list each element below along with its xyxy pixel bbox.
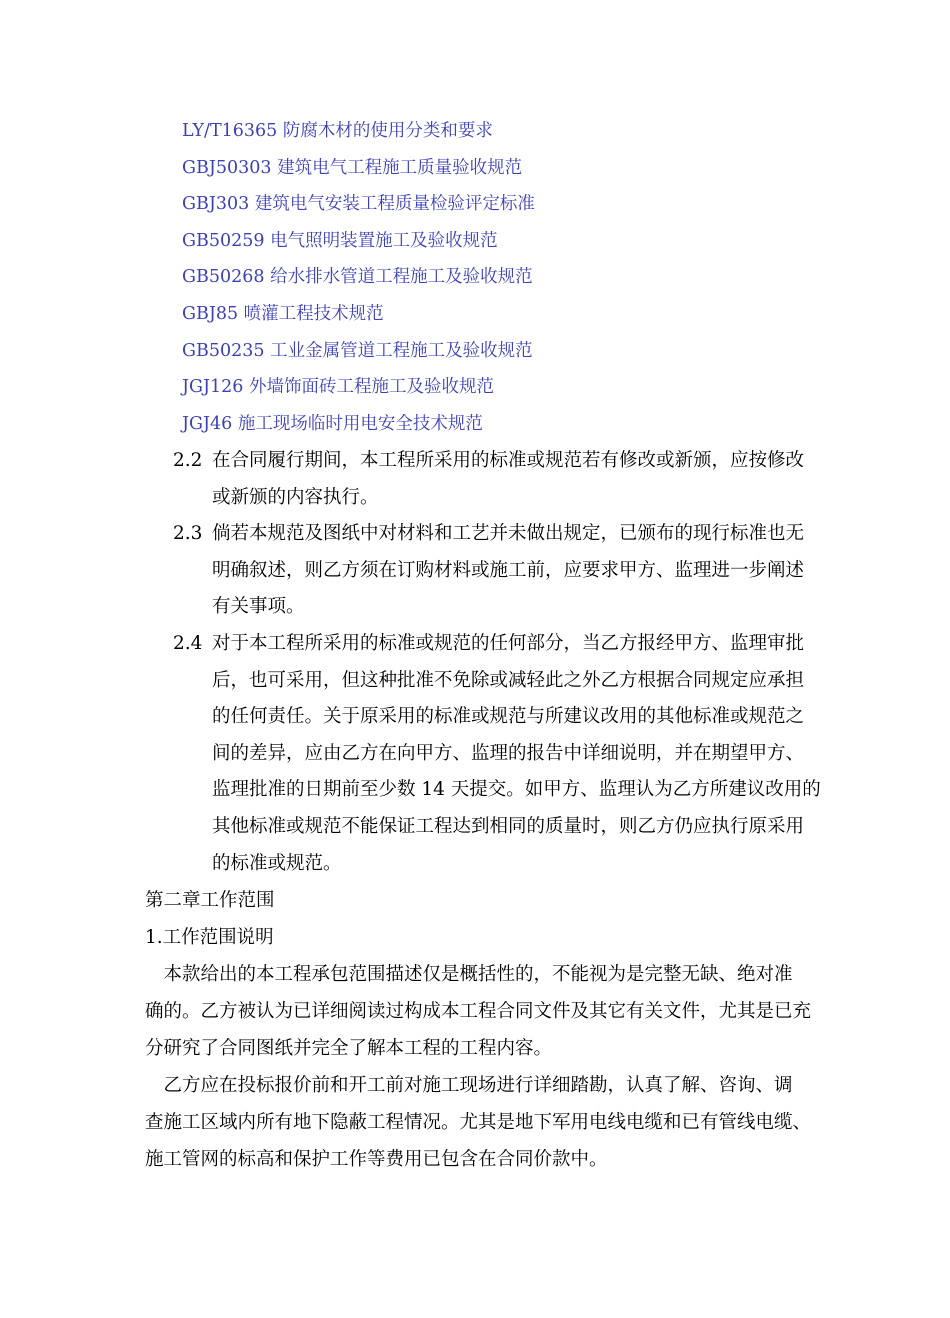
- standard-item: GBJ85 喷灌工程技术规范: [182, 303, 384, 324]
- clause-line: 的标准或规范。: [212, 852, 342, 874]
- standard-item: GBJ50303 建筑电气工程施工质量验收规范: [182, 157, 523, 178]
- clause-body: [212, 443, 822, 516]
- clause-body: [212, 626, 822, 882]
- clause-line: 的任何责任。关于原采用的标准或规范与所建议改用的其他标准或规范之: [212, 706, 805, 728]
- section-title: 1.工作范围说明: [145, 927, 274, 948]
- clause-line: 其他标准或规范不能保证工程达到相同的质量时，则乙方仍应执行原采用: [212, 815, 805, 837]
- standards-list: [182, 113, 535, 442]
- standard-item: GB50268 给水排水管道工程施工及验收规范: [182, 267, 533, 288]
- clause-line: 明确叙述，则乙方须在订购材料或施工前，应要求甲方、监理进一步阐述: [212, 559, 805, 581]
- clause-number: 2.2: [173, 450, 203, 471]
- paragraph-site-survey: [145, 1067, 825, 1178]
- clause-line: 间的差异，应由乙方在向甲方、监理的报告中详细说明，并在期望甲方、: [212, 742, 805, 764]
- standard-item: JGJ126 外墙饰面砖工程施工及验收规范: [182, 377, 494, 398]
- clause-line: 对于本工程所采用的标准或规范的任何部分，当乙方报经甲方、监理审批: [212, 633, 805, 654]
- standard-item: GB50259 电气照明装置施工及验收规范: [182, 230, 498, 251]
- paragraph-line: 乙方应在投标报价前和开工前对施工现场进行详细踏勘，认真了解、咨询、调: [145, 1075, 793, 1096]
- paragraph-line: 查施工区域内所有地下隐蔽工程情况。尤其是地下军用电线电缆和已有管线电缆、: [145, 1112, 812, 1133]
- clause-line: 后，也可采用，但这种批准不免除或减轻此之外乙方根据合同规定应承担: [212, 669, 805, 691]
- paragraph-scope-description: [145, 956, 825, 1067]
- clause-number: 2.3: [173, 523, 203, 544]
- paragraph-line: 分研究了合同图纸并完全了解本工程的工程内容。: [145, 1038, 553, 1059]
- paragraph-line: 施工管网的标高和保护工作等费用已包含在合同价款中。: [145, 1149, 608, 1170]
- clause-body: [212, 516, 822, 626]
- standard-item: LY/T16365 防腐木材的使用分类和要求: [182, 121, 493, 141]
- standard-item: GBJ303 建筑电气安装工程质量检验评定标准: [182, 194, 535, 215]
- chapter-title: 第二章工作范围: [145, 890, 275, 911]
- standard-item: JGJ46 施工现场临时用电安全技术规范: [182, 413, 483, 434]
- clause-line: 有关事项。: [212, 596, 305, 618]
- clause-line: 或新颁的内容执行。: [212, 486, 379, 508]
- paragraph-line: 确的。乙方被认为已详细阅读过构成本工程合同文件及其它有关文件，尤其是已充: [145, 1001, 812, 1022]
- standard-item: GB50235 工业金属管道工程施工及验收规范: [182, 340, 533, 361]
- clause-line: 在合同履行期间，本工程所采用的标准或规范若有修改或新颁，应按修改: [212, 450, 805, 471]
- clause-line: 监理批准的日期前至少数 14 天提交。如甲方、监理认为乙方所建议改用的: [212, 779, 821, 801]
- paragraph-line: 本款给出的本工程承包范围描述仅是概括性的，不能视为是完整无缺、绝对准: [145, 964, 793, 985]
- clause-line: 倘若本规范及图纸中对材料和工艺并未做出规定，已颁布的现行标准也无: [212, 523, 805, 544]
- clause-number: 2.4: [173, 633, 203, 654]
